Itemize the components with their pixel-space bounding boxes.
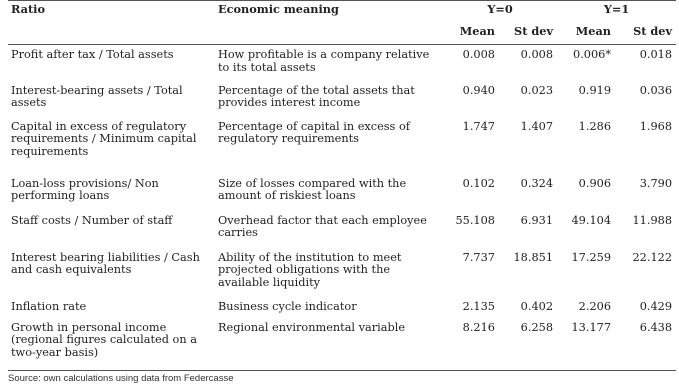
cell-stdev-y1: 0.036 (639, 83, 673, 97)
header-row-stats (8, 20, 676, 45)
cell-mean-y1: 2.206 (578, 299, 612, 313)
cell-mean-y0: 0.102 (462, 176, 495, 190)
header-mean-y0: Mean (459, 24, 495, 38)
cell-meaning: Percentage of the total assets that provides interest income (218, 83, 415, 109)
table-row (8, 318, 676, 368)
cell-mean-y0: 1.747 (462, 119, 495, 133)
header-mean-y1: Mean (575, 24, 612, 38)
header-group-y1: Y=1 (603, 2, 630, 16)
table-row (8, 211, 676, 248)
header-stdev-y1: St dev (633, 24, 673, 38)
cell-mean-y1: 0.906 (578, 176, 612, 190)
header-economic-meaning: Economic meaning (218, 2, 339, 16)
cell-ratio: Interest bearing liabilities / Cash and cash equivalents (11, 250, 200, 276)
cell-stdev-y1: 3.790 (639, 176, 673, 190)
table-row (8, 248, 676, 297)
cell-stdev-y0: 0.402 (520, 299, 554, 313)
cell-meaning: Regional environmental variable (218, 320, 406, 334)
cell-stdev-y1: 11.988 (632, 213, 673, 227)
header-stdev-y0: St dev (514, 24, 554, 38)
cell-stdev-y0: 6.931 (520, 213, 554, 227)
cell-mean-y0: 55.108 (455, 213, 495, 227)
cell-ratio: Inflation rate (11, 299, 87, 313)
cell-stdev-y1: 6.438 (639, 320, 673, 334)
cell-meaning: Size of losses compared with the amount of riskiest loans (218, 176, 407, 202)
cell-meaning: Business cycle indicator (218, 299, 357, 313)
cell-ratio: Loan-loss provisions/ Non performing loans (11, 176, 159, 202)
cell-mean-y0: 0.940 (462, 83, 495, 97)
cell-meaning: Overhead factor that each employee carries (218, 213, 427, 239)
cell-meaning: Percentage of capital in excess of regulatory requirements (218, 119, 410, 145)
table-row (8, 297, 676, 318)
table-row (8, 45, 676, 81)
cell-mean-y1: 1.286 (578, 119, 612, 133)
cell-stdev-y0: 0.324 (520, 176, 554, 190)
cell-meaning: How profitable is a company relative to its total assets (218, 48, 430, 74)
cell-mean-y1: 0.006* (573, 48, 612, 61)
cell-stdev-y0: 18.851 (513, 250, 554, 264)
cell-mean-y0: 7.737 (462, 250, 495, 264)
cell-ratio: Capital in excess of regulatory requirements / Minimum capital requirements (11, 119, 197, 158)
source-note: Source: own calculations using data from Federcasse (8, 373, 234, 384)
cell-stdev-y0: 1.407 (520, 119, 554, 133)
cell-stdev-y1: 0.429 (639, 299, 673, 313)
table-row (8, 81, 676, 117)
cell-stdev-y0: 0.023 (520, 83, 554, 97)
cell-stdev-y1: 0.018 (639, 48, 673, 61)
cell-stdev-y0: 0.008 (520, 48, 554, 61)
cell-ratio: Growth in personal income (regional figures calculated on a two-year basis) (11, 320, 197, 359)
cell-mean-y1: 17.259 (571, 250, 612, 264)
cell-ratio: Interest-bearing assets / Total assets (11, 83, 183, 109)
header-ratio: Ratio (11, 2, 46, 16)
cell-stdev-y0: 6.258 (520, 320, 554, 334)
cell-stdev-y1: 1.968 (639, 119, 673, 133)
ratio-statistics-table (8, 0, 676, 368)
header-group-y0: Y=0 (487, 2, 513, 16)
table-row (8, 117, 676, 174)
cell-mean-y0: 8.216 (462, 320, 495, 334)
header-row-groups (8, 0, 676, 20)
cell-mean-y1: 13.177 (571, 320, 612, 334)
table-row (8, 174, 676, 211)
cell-stdev-y1: 22.122 (632, 250, 673, 264)
cell-ratio: Staff costs / Number of staff (11, 213, 173, 227)
cell-mean-y1: 49.104 (571, 213, 612, 227)
cell-mean-y1: 0.919 (578, 83, 612, 97)
cell-ratio: Profit after tax / Total assets (11, 48, 174, 61)
cell-mean-y0: 0.008 (462, 48, 495, 61)
cell-mean-y0: 2.135 (462, 299, 495, 313)
cell-meaning: Ability of the institution to meet projected obligations with the available liquidity (218, 250, 402, 289)
table-bottom-rule (8, 370, 676, 371)
